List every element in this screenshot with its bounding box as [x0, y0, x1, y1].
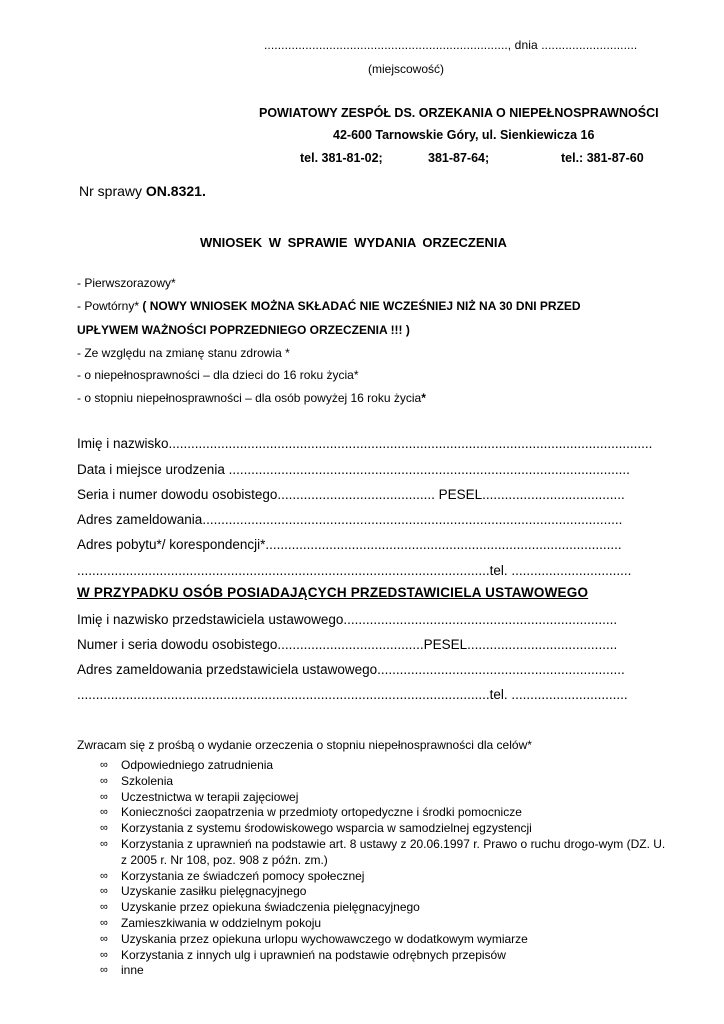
case-number — [79, 183, 206, 199]
office-phone-2: 381-87-64; — [428, 151, 490, 165]
infinity-bullet-icon: ∞ — [100, 759, 108, 771]
field-name[interactable]: Imię i nazwisko................................................................................................................................. — [77, 436, 653, 451]
option-disability-children: - o niepełnosprawności – dla dzieci do 16 roku życia* — [77, 368, 359, 382]
field-residence-address[interactable]: Adres pobytu*/ korespondencji*............................................................................................... — [77, 537, 622, 552]
purpose-item-label: Uzyskanie zasiłku pielęgnacyjnego — [121, 884, 307, 899]
field-birth[interactable]: Data i miejsce urodzenia ........................................................................................................... — [77, 462, 630, 477]
purpose-item[interactable] — [100, 963, 670, 979]
option-repeat-note: ( NOWY WNIOSEK MOŻNA SKŁADAĆ NIE WCZEŚNIEJ NIŻ NA 30 DNI PRZED — [142, 299, 581, 313]
infinity-bullet-icon: ∞ — [100, 916, 108, 929]
purpose-item[interactable] — [100, 900, 670, 916]
infinity-bullet-icon: ∞ — [100, 901, 108, 914]
purpose-item[interactable] — [100, 837, 670, 869]
field-representative-name[interactable]: Imię i nazwisko przedstawiciela ustawowego......................................................................... — [77, 612, 618, 627]
case-number-value: ON.8321. — [145, 183, 206, 199]
field-representative-id-pesel[interactable]: Numer i seria dowodu osobistego.......................................PESEL........................................ — [77, 637, 618, 652]
purpose-item[interactable] — [100, 932, 670, 948]
infinity-bullet-icon: ∞ — [100, 964, 108, 977]
infinity-bullet-icon: ∞ — [100, 932, 108, 945]
office-address: 42-600 Tarnowskie Góry, ul. Sienkiewicza 16 — [333, 128, 595, 142]
purpose-item-label: inne — [121, 963, 144, 978]
purpose-item[interactable] — [100, 790, 670, 806]
document-title: WNIOSEK W SPRAWIE WYDANIA ORZECZENIA — [200, 235, 507, 250]
infinity-bullet-icon: ∞ — [100, 869, 108, 882]
purpose-item[interactable] — [100, 869, 670, 885]
purpose-item-label: Konieczności zaopatrzenia w przedmioty ortopedyczne i środki pomocnicze — [121, 805, 522, 820]
field-address-tel[interactable]: ..............................................................................................................tel. ................................ — [77, 563, 632, 578]
field-registered-address[interactable]: Adres zameldowania................................................................................................................ — [77, 512, 623, 527]
infinity-bullet-icon: ∞ — [100, 822, 108, 835]
option-repeat-note-2: UPŁYWEM WAŻNOŚCI POPRZEDNIEGO ORZECZENIA !!! ) — [77, 323, 410, 337]
purpose-item-label: Uczestnictwa w terapii zajęciowej — [121, 789, 299, 804]
purpose-item[interactable] — [100, 884, 670, 900]
option-first: - Pierwszorazowy* — [77, 276, 176, 290]
option-repeat — [77, 299, 581, 313]
purpose-item-label: Korzystania ze świadczeń pomocy społecznej — [121, 868, 365, 883]
purpose-item[interactable] — [100, 821, 670, 837]
infinity-bullet-icon: ∞ — [100, 837, 108, 850]
purpose-item[interactable] — [100, 774, 670, 790]
office-phone-1: tel. 381-81-02; — [300, 151, 383, 165]
purpose-item[interactable] — [100, 948, 670, 964]
office-phones — [300, 151, 644, 165]
purpose-item-label: Odpowiedniego zatrudnienia — [121, 758, 274, 772]
purpose-item-label: Uzyskania przez opiekuna urlopu wychowawczego w dodatkowym wymiarze — [121, 931, 528, 946]
infinity-bullet-icon: ∞ — [100, 948, 108, 961]
option-repeat-label: - Powtórny* — [77, 299, 143, 313]
place-date-line: ......................................................................., dnia ............................ — [264, 38, 638, 52]
option-disability-degree-mark: * — [421, 391, 426, 405]
infinity-bullet-icon: ∞ — [100, 885, 108, 898]
infinity-bullet-icon: ∞ — [100, 774, 108, 787]
purpose-item-label: Zamieszkiwania w oddzielnym pokoju — [121, 915, 322, 930]
field-id-pesel[interactable]: Seria i numer dowodu osobistego.......................................... PESEL...................................... — [77, 487, 625, 502]
option-repeat-note-cont — [77, 323, 410, 337]
purpose-item-label: Korzystania z uprawnień na podstawie art. 8 ustawy z 20.06.1997 r. Prawo o ruchu drogo-wym (DZ. U. z 2005 r. Nr 108, poz. 908 z późn. zm.) — [121, 836, 666, 867]
field-representative-address[interactable]: Adres zameldowania przedstawiciela ustawowego.................................................................. — [77, 662, 625, 677]
purpose-item-label: Korzystania z innych ulg i uprawnień na podstawie odrębnych przepisów — [121, 947, 506, 962]
purpose-item[interactable] — [100, 758, 670, 774]
representative-section-title: W PRZYPADKU OSÓB POSIADAJĄCYCH PRZEDSTAWICIELA USTAWOWEGO — [77, 585, 589, 600]
infinity-bullet-icon: ∞ — [100, 790, 108, 803]
option-disability-degree — [77, 391, 426, 405]
purpose-item-label: Szkolenia — [121, 773, 174, 788]
purpose-intro: Zwracam się z prośbą o wydanie orzeczenia o stopniu niepełnosprawności dla celów* — [77, 738, 532, 752]
purpose-item[interactable] — [100, 805, 670, 821]
purpose-item-label: Korzystania z systemu środowiskowego wsparcia w samodzielnej egzystencji — [121, 821, 532, 836]
purpose-item-label: Uzyskanie przez opiekuna świadczenia pielęgnacyjnego — [121, 900, 420, 915]
office-name: POWIATOWY ZESPÓŁ DS. ORZEKANIA O NIEPEŁNOSPRAWNOŚCI — [259, 106, 659, 120]
infinity-bullet-icon: ∞ — [100, 806, 108, 819]
field-representative-tel[interactable]: ..............................................................................................................tel. ............................... — [77, 687, 628, 702]
purpose-item[interactable] — [100, 916, 670, 932]
option-health-change: - Ze względu na zmianę stanu zdrowia * — [77, 346, 290, 360]
case-number-label: Nr sprawy — [79, 183, 146, 199]
office-phone-3: tel.: 381-87-60 — [561, 151, 644, 165]
place-label: (miejscowość) — [368, 62, 445, 76]
option-disability-degree-text: - o stopniu niepełnosprawności – dla osób powyżej 16 roku życia — [77, 391, 422, 405]
purpose-list — [100, 758, 670, 979]
